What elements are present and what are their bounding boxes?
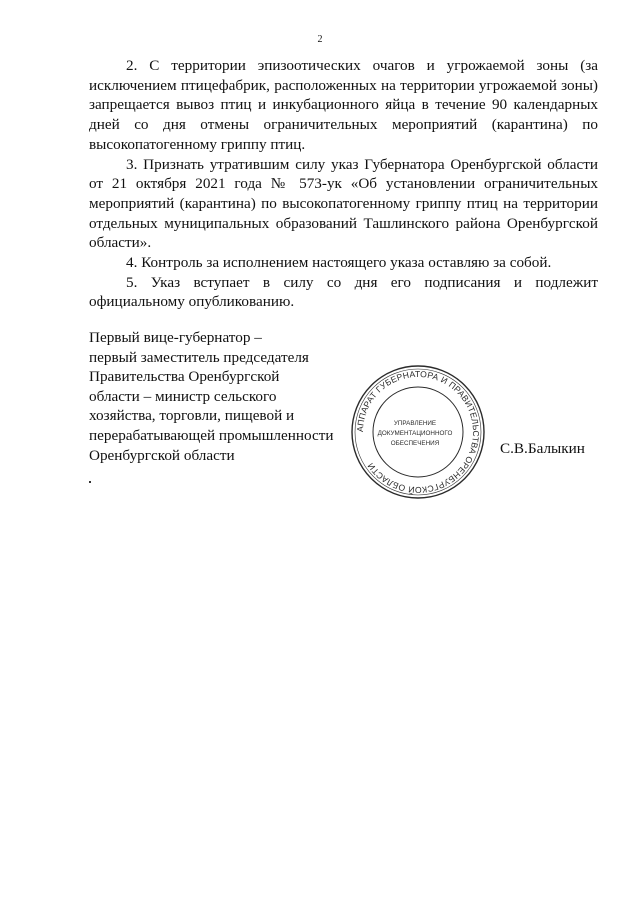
paragraph-3: 3. Признать утратившим силу указ Губернатора Оренбургской области от 21 октября 2021 года № 573-ук «Об установлении ограничительных мероприятий (карантина) по высокопатогенному гриппу птиц на территории отдельных муниципальных образований Ташлинского района Оренбургской области». (89, 155, 598, 252)
paragraph-5: 5. Указ вступает в силу со дня его подписания и подлежит официальному опубликованию. (89, 273, 598, 311)
position-line: области – министр сельского (89, 387, 277, 405)
position-line: перерабатывающей промышленности (89, 426, 334, 444)
position-line: первый заместитель председателя (89, 348, 309, 366)
signer-name: С.В.Балыкин (500, 440, 585, 457)
position-line: Оренбургской области (89, 446, 235, 464)
page-number: 2 (317, 34, 323, 45)
seal-center-line: ДОКУМЕНТАЦИОННОГО (377, 430, 453, 437)
signatory-position (89, 328, 359, 465)
seal-center-line: УПРАВЛЕНИЕ (393, 420, 437, 427)
position-line: Первый вице-губернатор – (89, 329, 262, 346)
paragraph-4: 4. Контроль за исполнением настоящего указа оставляю за собой. (126, 254, 552, 272)
official-seal (349, 363, 487, 501)
position-line: хозяйства, торговли, пищевой и (89, 407, 295, 425)
seal-center-text (378, 420, 453, 447)
seal-ring-text: АППАРАТ ГУБЕРНАТОРА И ПРАВИТЕЛЬСТВА ОРЕНБУРГСКОЙ ОБЛАСТИ (354, 368, 482, 496)
scan-speck (89, 481, 91, 483)
seal-center-line: ОБЕСПЕЧЕНИЯ (390, 440, 440, 447)
position-line: Правительства Оренбургской (89, 368, 280, 386)
decree-body (89, 56, 598, 312)
paragraph-2: 2. С территории эпизоотических очагов и угрожаемой зоны (за исключением птицефабрик, расположенных на территории угрожаемой зоны) запрещается вывоз птиц и инкубационного яйца в течение 90 календарных дней со дня отмены ограничительных мероприятий (карантина) по высокопатогенному гриппу птиц. (89, 57, 598, 153)
